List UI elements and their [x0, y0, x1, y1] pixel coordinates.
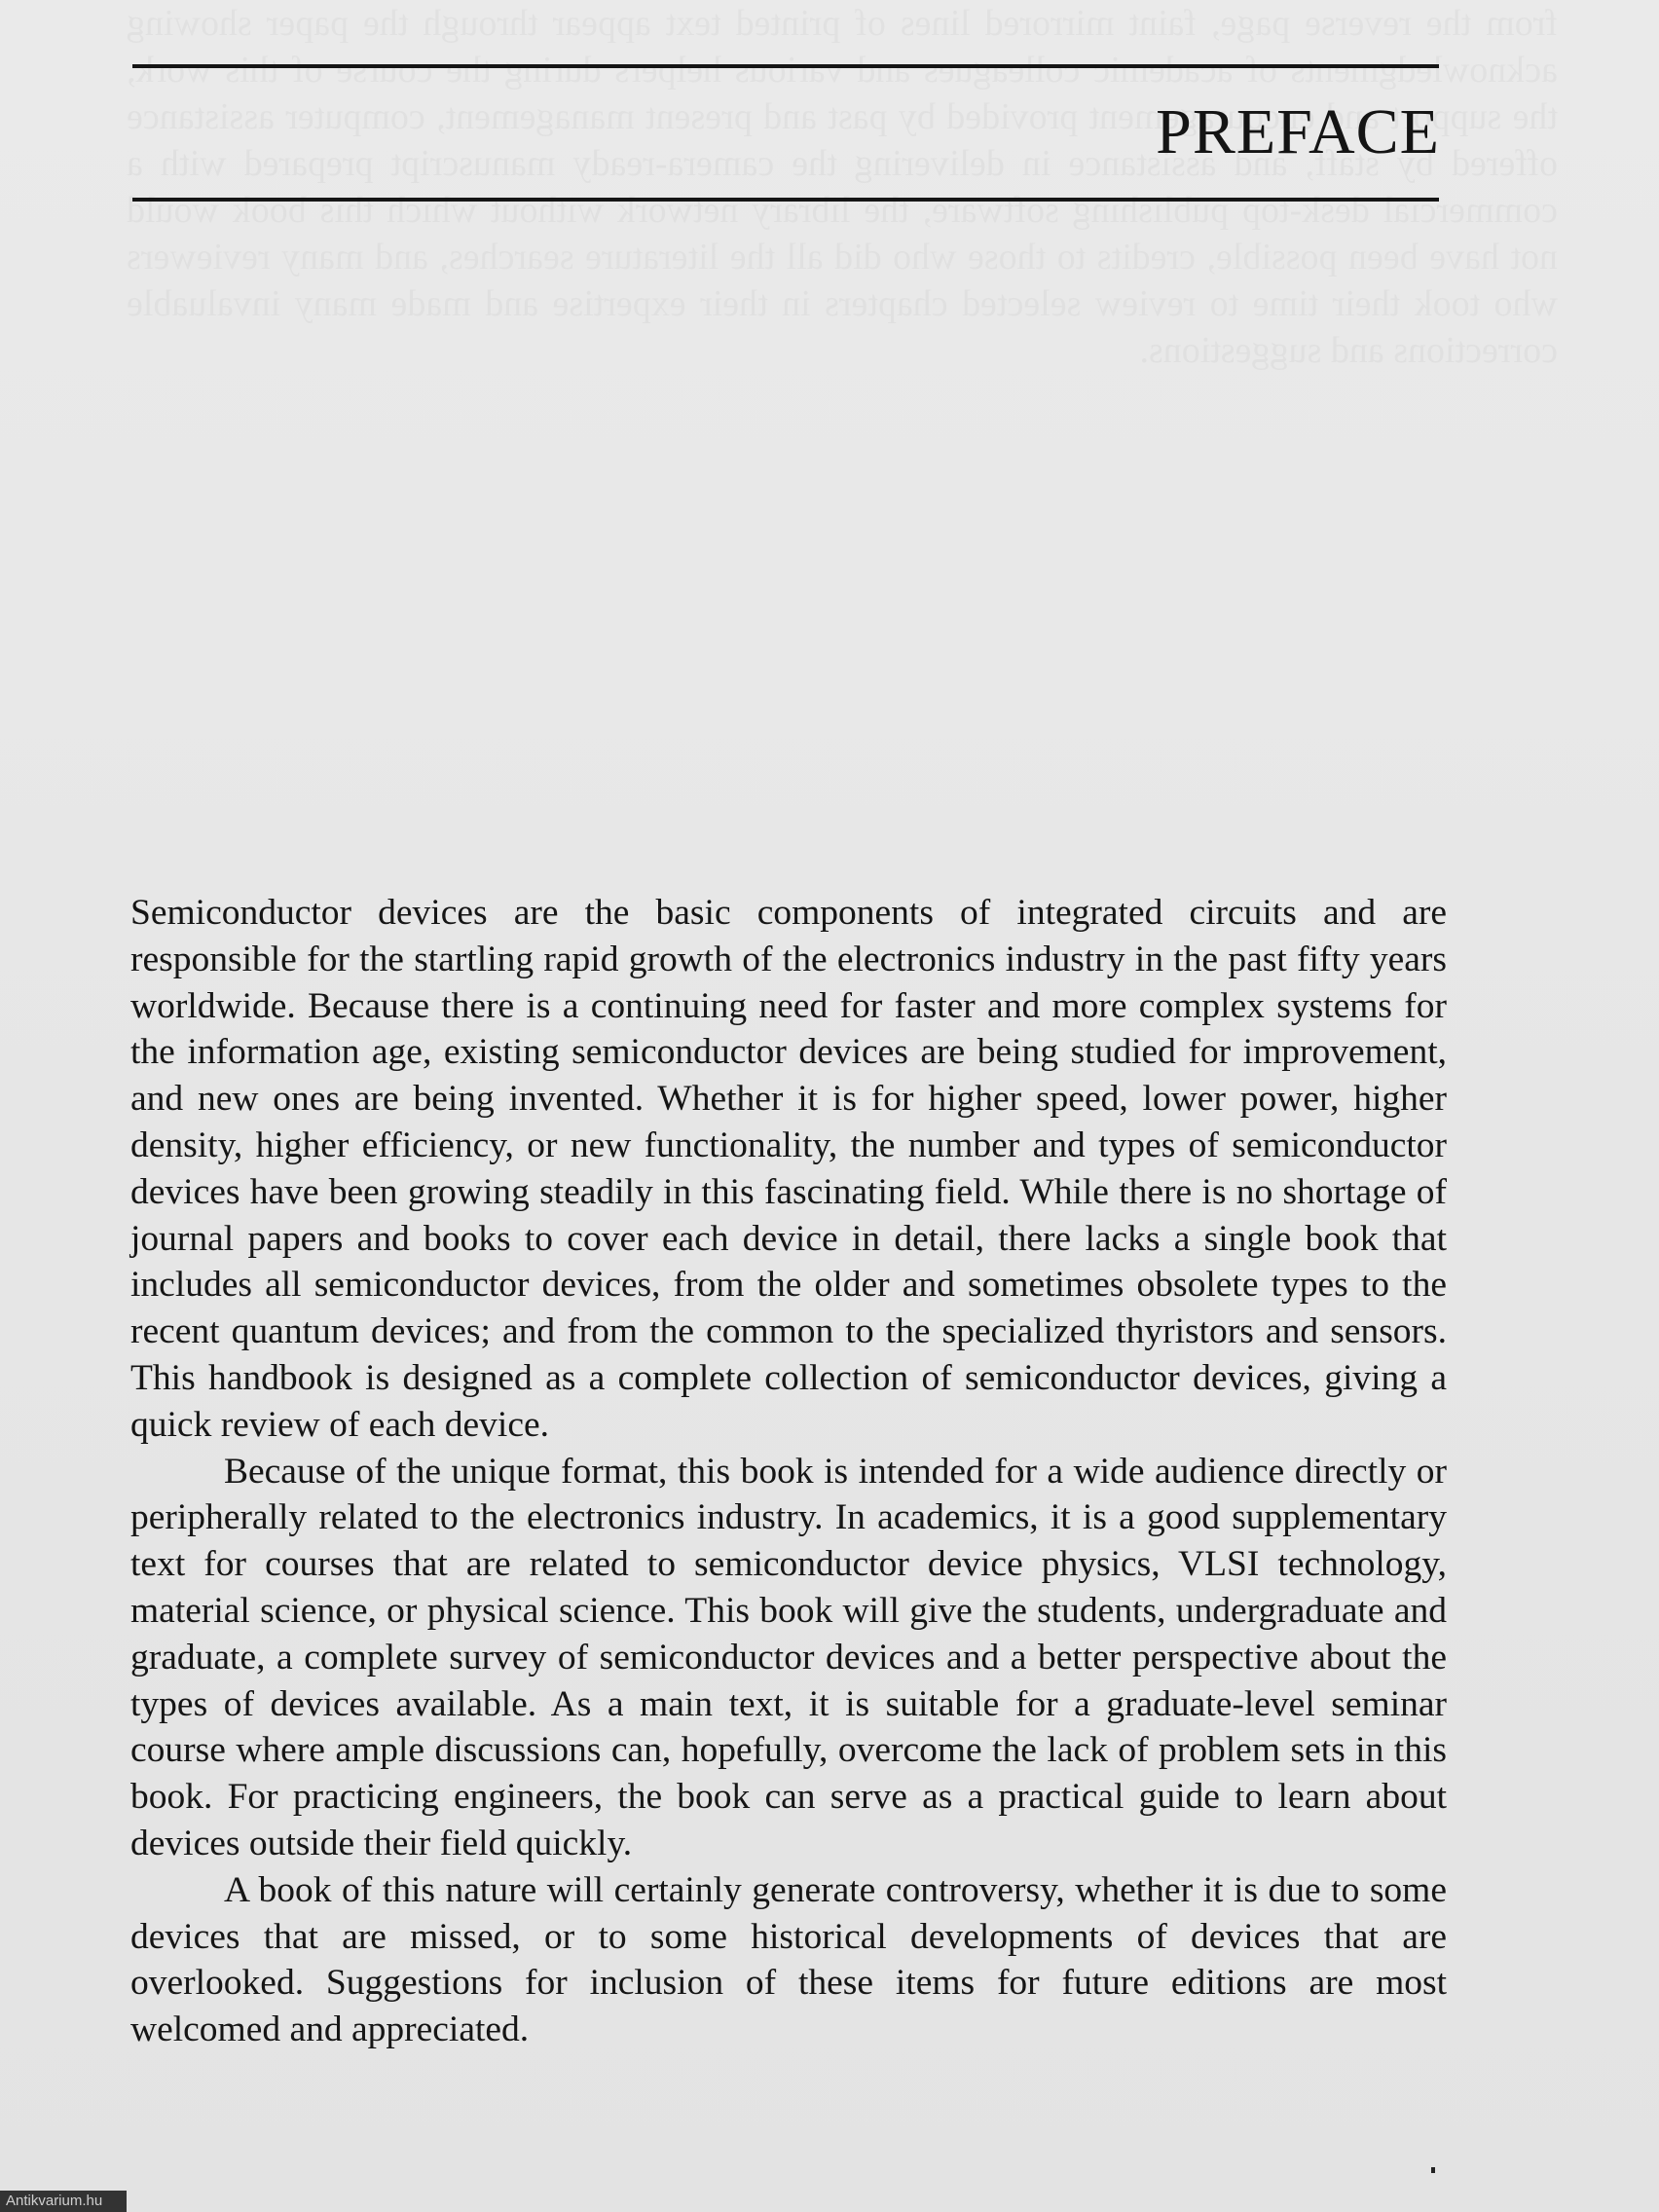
- watermark-label: Antikvarium.hu: [0, 2191, 127, 2212]
- header-rule-bottom: [132, 198, 1439, 202]
- page-edge-mark: [1431, 2167, 1435, 2173]
- page-title: PREFACE: [1156, 96, 1440, 167]
- preface-paragraph-3: A book of this nature will certainly generate controversy, whether it is due to some devices that are missed, or to some historical developments of devices that are overlooked. Suggestions for inclusion of these items for future editions are most welcomed and appreciated.: [130, 1869, 1447, 2050]
- preface-paragraph-2: Because of the unique format, this book is intended for a wide audience directly or peripherally related to the electronics industry. In academics, it is a good supplementary text for courses that are related to semiconductor device physics, VLSI technology, material science, or physical science. This book will give the students, undergraduate and graduate, a complete survey of semiconductor devices and a better perspective about the types of devices available. As a main text, it is suitable for a graduate-level seminar course where ample discussions can, hopefully, overcome the lack of problem sets in this book. For practicing engineers, the book can serve as a practical guide to learn about devices outside their field quickly.: [130, 1451, 1447, 1863]
- preface-body: [130, 890, 1447, 2053]
- preface-paragraph-1: Semiconductor devices are the basic components of integrated circuits and are responsible for the startling rapid growth of the electronics industry in the past fifty years worldwide. Because there is a continuing need for faster and more complex systems for the information age, existing semiconductor devices are being studied for improvement, and new ones are being invented. Whether it is for higher speed, lower power, higher density, higher efficiency, or new functionality, the number and types of semiconductor devices have been growing steadily in this fascinating field. While there is no shortage of journal papers and books to cover each device in detail, there lacks a single book that includes all semiconductor devices, from the older and sometimes obsolete types to the recent quantum devices; and from the common to the specialized thyristors and sensors. This handbook is designed as a complete collection of semiconductor devices, giving a quick review of each device.: [130, 893, 1447, 1445]
- header-rule-top: [132, 64, 1439, 68]
